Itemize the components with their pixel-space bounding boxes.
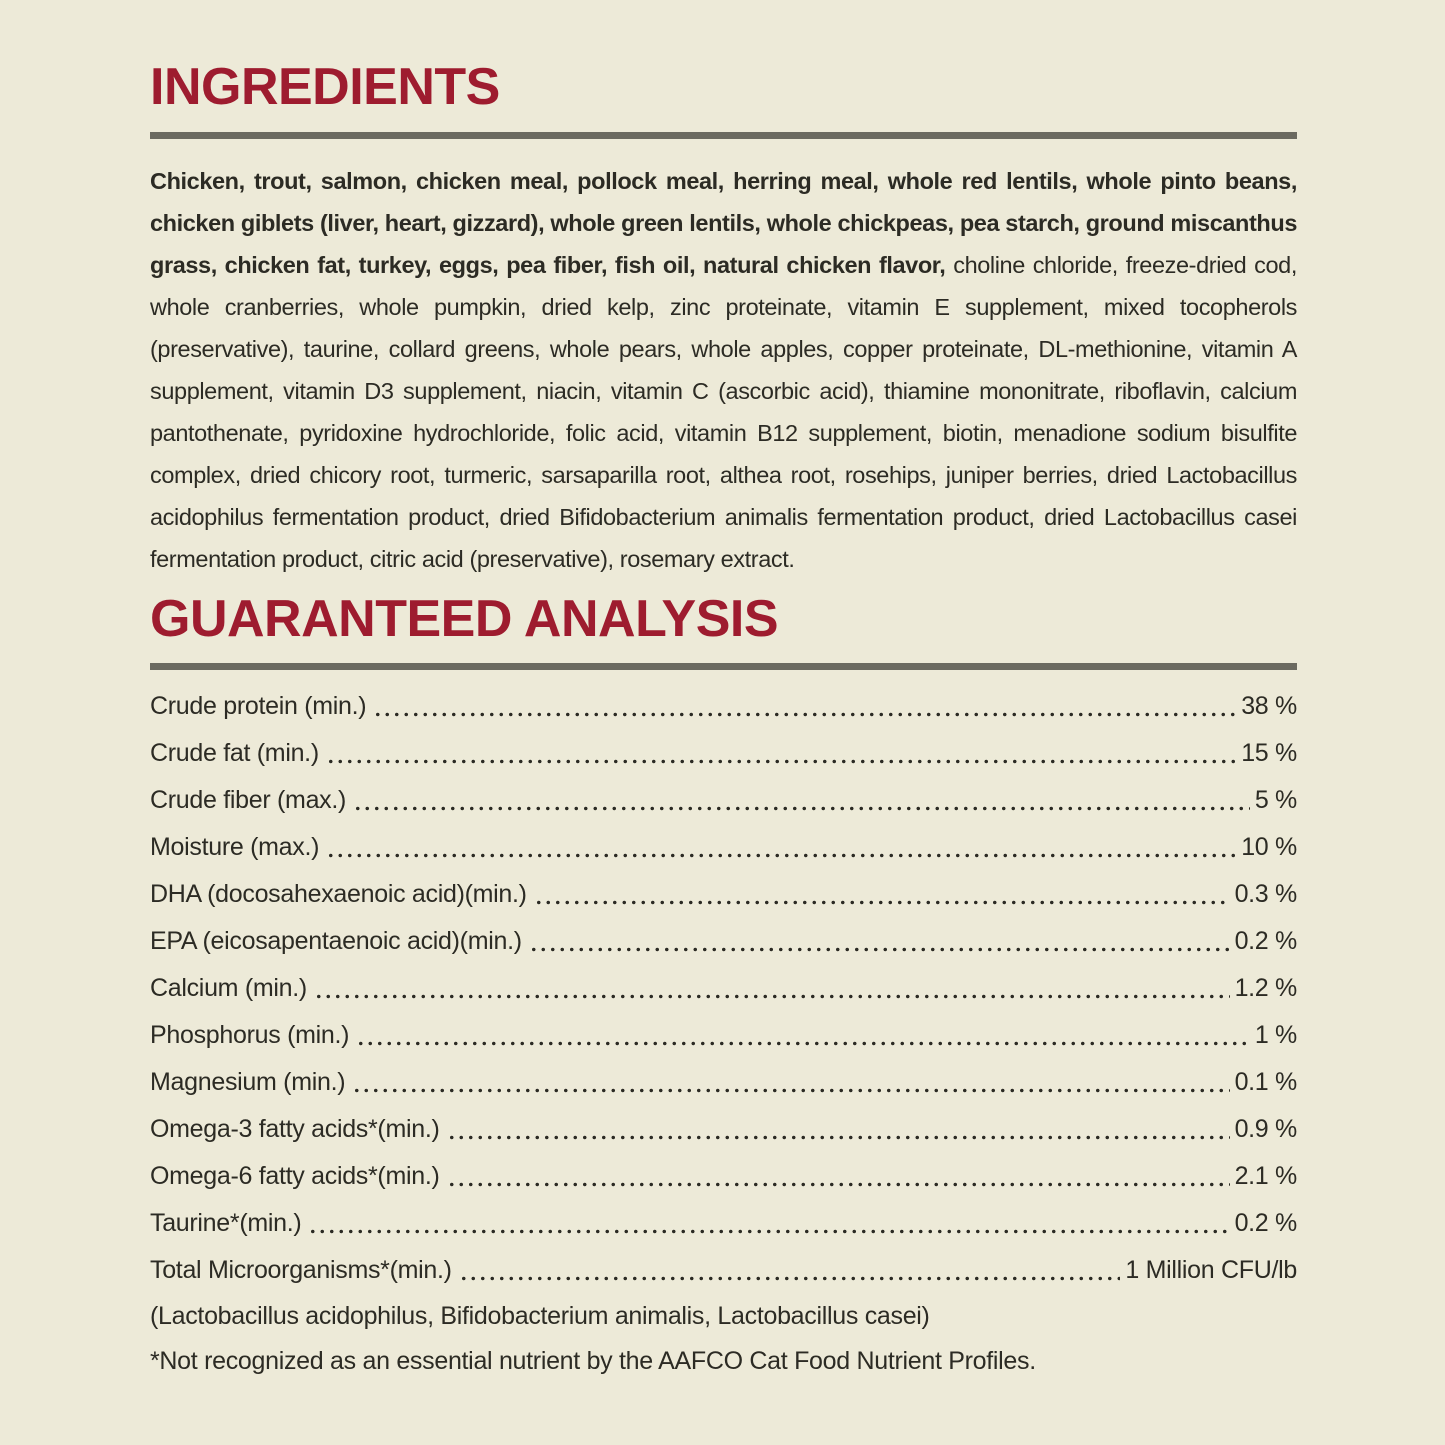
dot-leader [459, 1247, 1121, 1294]
analysis-row [150, 730, 1297, 777]
dot-leader [447, 1153, 1230, 1200]
analysis-row-label: EPA (eicosapentaenoic acid)(min.) [150, 927, 522, 956]
ingredients-title: INGREDIENTS [150, 58, 500, 116]
analysis-row-value: 1 % [1254, 1021, 1297, 1050]
analysis-row-label: Omega-6 fatty acids*(min.) [150, 1162, 440, 1191]
aafco-footnote: *Not recognized as an essential nutrient by the AAFCO Cat Food Nutrient Profiles. [150, 1347, 1036, 1376]
analysis-row [150, 777, 1297, 824]
guaranteed-analysis-table [150, 683, 1297, 1294]
dot-leader [356, 1012, 1250, 1059]
analysis-row [150, 918, 1297, 965]
guaranteed-analysis-divider [150, 663, 1297, 670]
ingredients-section [150, 60, 1297, 580]
analysis-row-value: 0.2 % [1234, 927, 1297, 956]
dot-leader [534, 871, 1230, 918]
ingredients-primary-list: Chicken, trout, salmon, chicken meal, pollock meal, herring meal, whole red lentils, whole pinto beans, chicken giblets (liver, heart, gizzard), whole green lentils, whole chickpeas, pea starch, ground miscanthus grass, chicken fat, turkey, eggs, pea fiber, fish oil, natural chicken flavor, [150, 167, 1297, 278]
analysis-row-label: Crude protein (min.) [150, 692, 367, 721]
dot-leader [447, 1106, 1230, 1153]
analysis-row [150, 965, 1297, 1012]
guaranteed-analysis-title: GUARANTEED ANALYSIS [150, 589, 779, 648]
analysis-row [150, 1247, 1297, 1294]
dot-leader [373, 683, 1236, 730]
analysis-row-label: Omega-3 fatty acids*(min.) [150, 1115, 440, 1144]
microorganisms-note: (Lactobacillus acidophilus, Bifidobacterium animalis, Lactobacillus casei) [150, 1302, 930, 1331]
dot-leader [352, 1059, 1229, 1106]
analysis-row-label: Magnesium (min.) [150, 1068, 346, 1097]
guaranteed-analysis-section [150, 589, 1297, 1385]
analysis-row-value: 2.1 % [1234, 1162, 1297, 1191]
analysis-row-label: Total Microorganisms*(min.) [150, 1256, 452, 1285]
analysis-row-label: Moisture (max.) [150, 833, 320, 862]
analysis-row-value: 0.1 % [1234, 1068, 1297, 1097]
analysis-row-label: DHA (docosahexaenoic acid)(min.) [150, 880, 527, 909]
analysis-row-value: 1 Million CFU/lb [1125, 1256, 1297, 1285]
analysis-row-label: Calcium (min.) [150, 974, 307, 1003]
analysis-row-value: 0.9 % [1234, 1115, 1297, 1144]
dot-leader [314, 965, 1230, 1012]
analysis-row [150, 1153, 1297, 1200]
analysis-row [150, 824, 1297, 871]
analysis-row-value: 38 % [1241, 692, 1297, 721]
analysis-row [150, 1200, 1297, 1247]
analysis-row-value: 1.2 % [1234, 974, 1297, 1003]
analysis-row-label: Crude fat (min.) [150, 739, 319, 768]
analysis-row [150, 1059, 1297, 1106]
analysis-row-value: 0.2 % [1234, 1209, 1297, 1238]
analysis-row [150, 1106, 1297, 1153]
analysis-row-label: Phosphorus (min.) [150, 1021, 350, 1050]
analysis-row [150, 871, 1297, 918]
ingredients-text [150, 160, 1297, 580]
analysis-row-value: 15 % [1241, 739, 1297, 768]
ingredients-secondary-list: choline chloride, freeze-dried cod, whole cranberries, whole pumpkin, dried kelp, zinc proteinate, vitamin E supplement, mixed tocopherols (preservative), taurine, collard greens, whole pears, whole apples, copper proteinate, DL-methionine, vitamin A supplement, vitamin D3 supplement, niacin, vitamin C (ascorbic acid), thiamine mononitrate, riboflavin, calcium pantothenate, pyridoxine hydrochloride, folic acid, vitamin B12 supplement, biotin, menadione sodium bisulfite complex, dried chicory root, turmeric, sarsaparilla root, althea root, rosehips, juniper berries, dried Lactobacillus acidophilus fermentation product, dried Bifidobacterium animalis fermentation product, dried Lactobacillus casei fermentation product, citric acid (preservative), rosemary extract. [150, 251, 1297, 572]
ingredients-divider [150, 132, 1297, 139]
analysis-row [150, 1012, 1297, 1059]
dot-leader [529, 918, 1230, 965]
analysis-row-value: 0.3 % [1234, 880, 1297, 909]
dot-leader [326, 824, 1236, 871]
analysis-row-value: 5 % [1254, 786, 1297, 815]
analysis-row-label: Crude fiber (max.) [150, 786, 347, 815]
analysis-row-value: 10 % [1241, 833, 1297, 862]
dot-leader [308, 1200, 1229, 1247]
analysis-row-label: Taurine*(min.) [150, 1209, 302, 1238]
dot-leader [353, 777, 1250, 824]
dot-leader [326, 730, 1236, 777]
analysis-row [150, 683, 1297, 730]
